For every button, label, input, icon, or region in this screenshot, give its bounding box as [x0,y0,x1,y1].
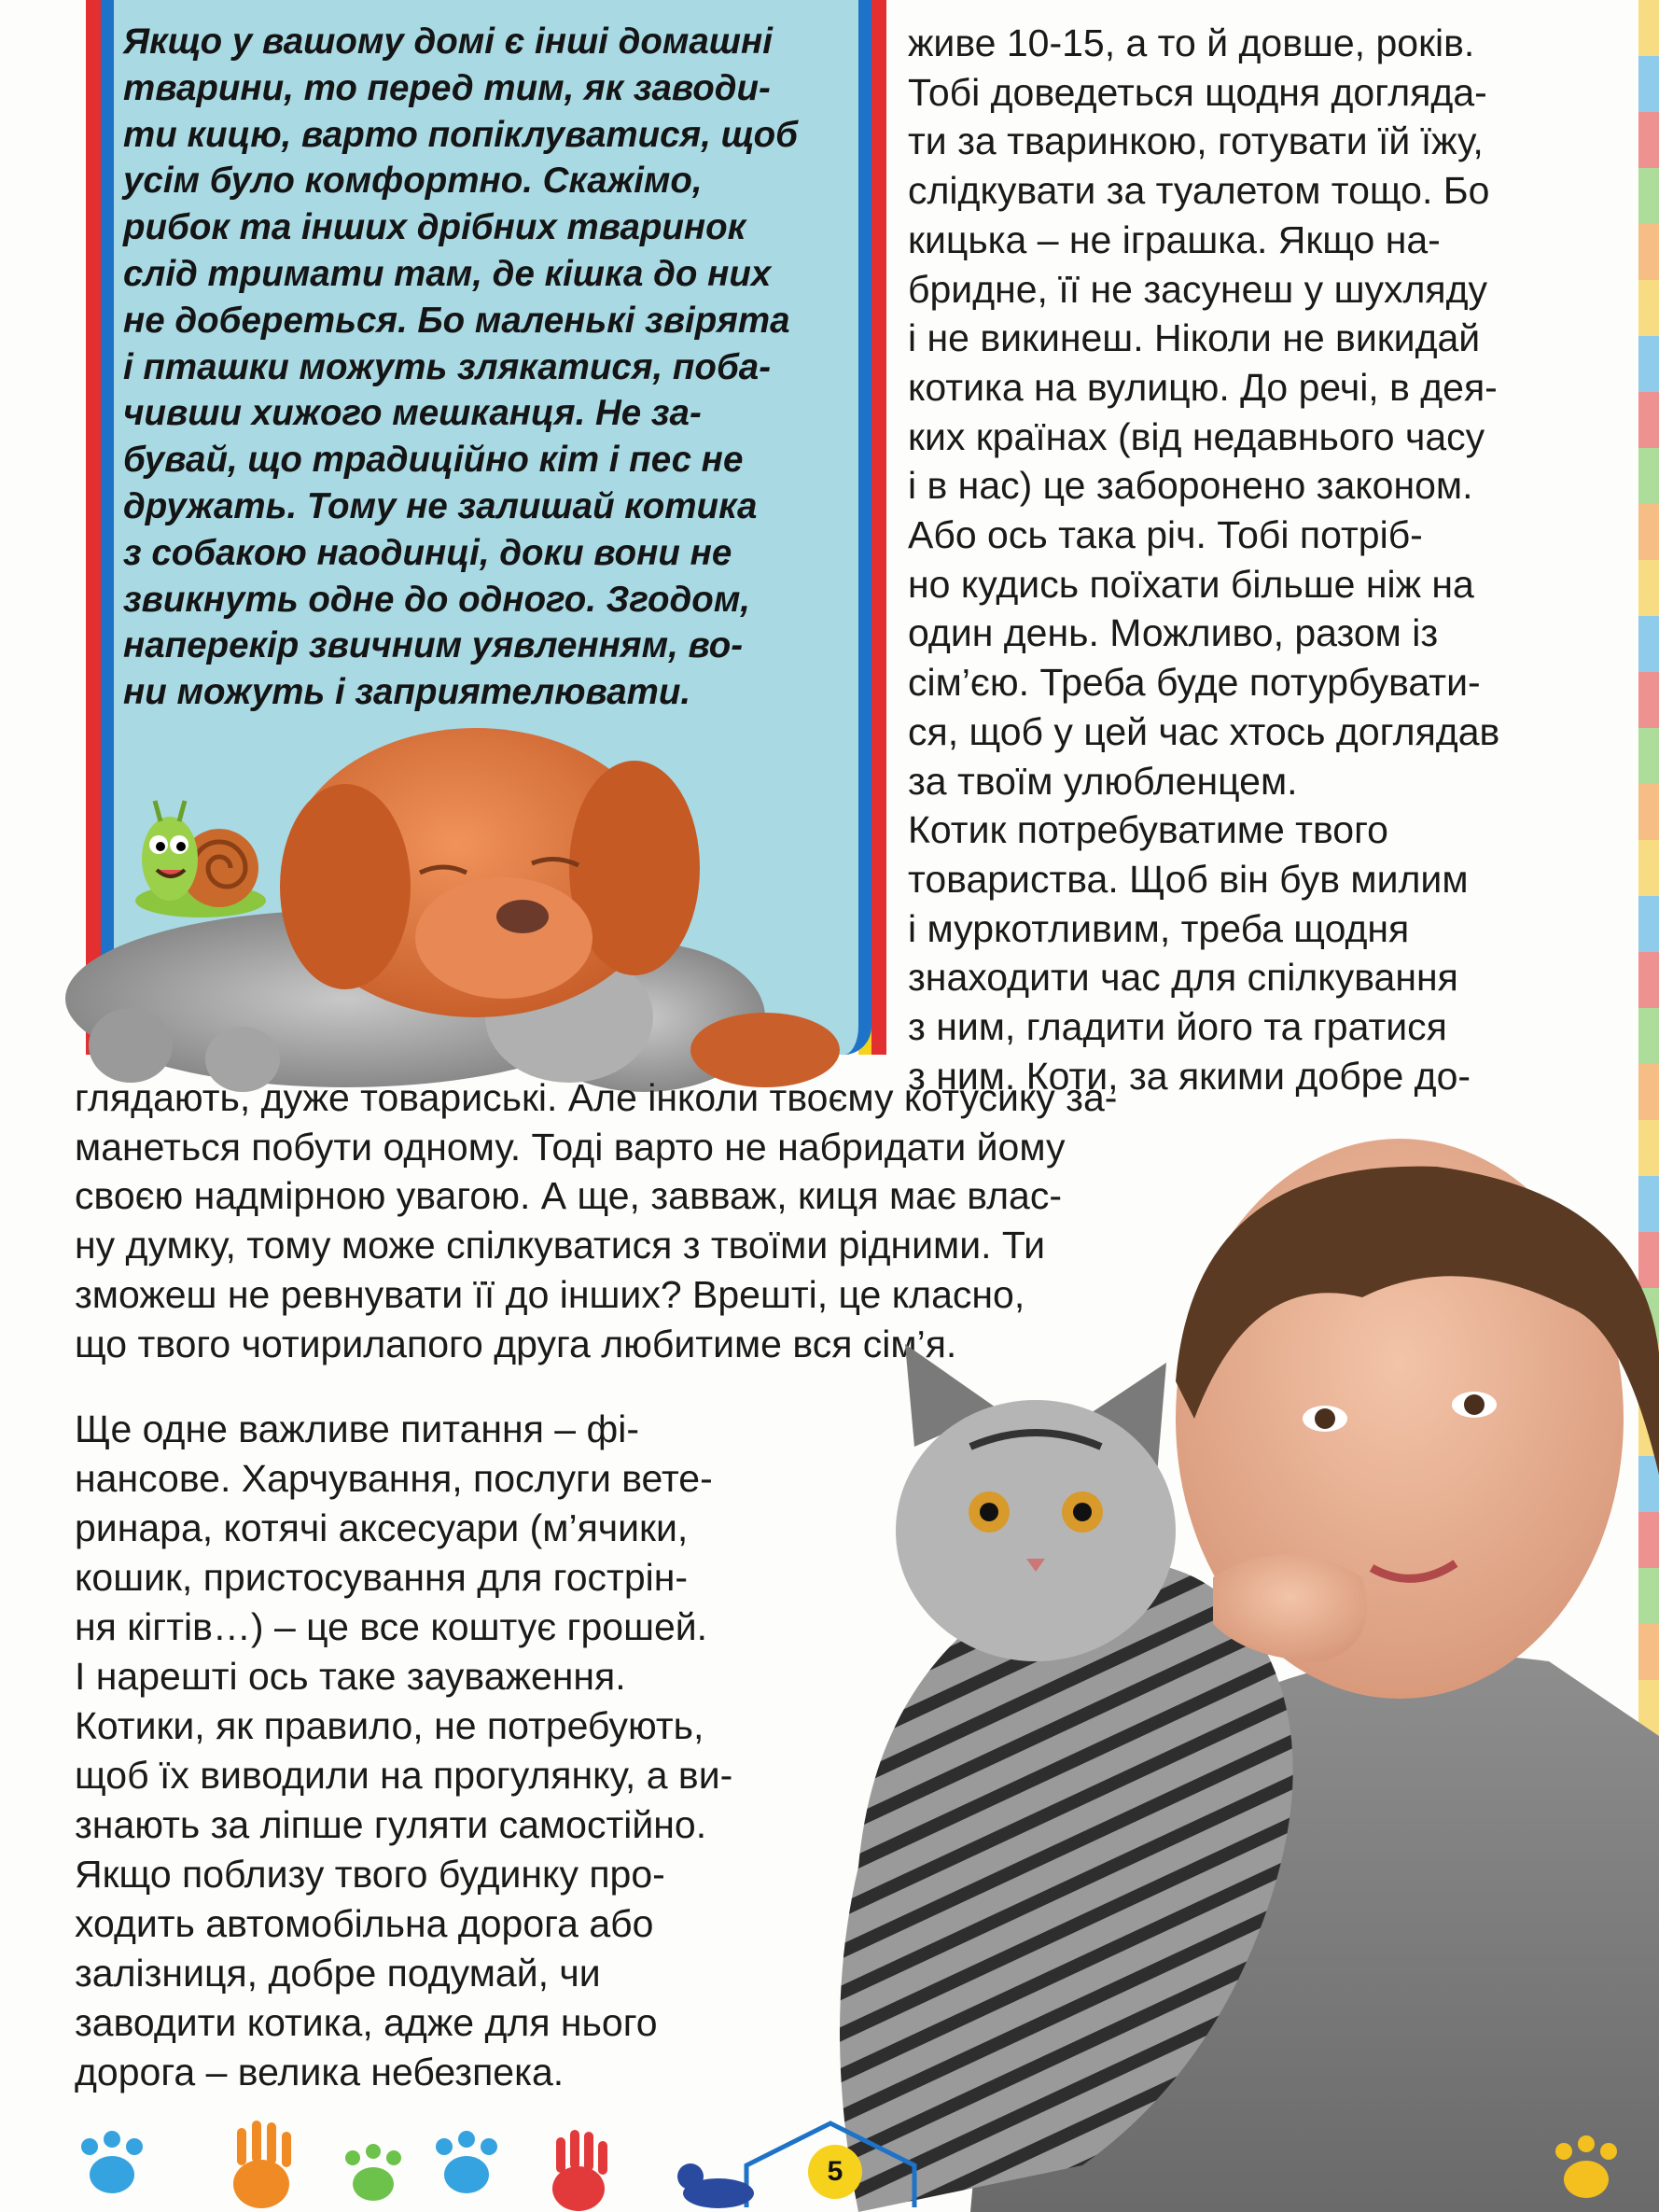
paw-print-icon [1555,2135,1617,2198]
left-column-text: Ще одне важливе питання – фі- нансове. Харчування, послуги вете- ринара, котячі аксесуари (м’ячики, кошик, пристосування для гострін- ня кігтів…) – це все коштує грошей. І нарешті ось таке зауваження. Котики, як правило, не потребують, щоб їх виводили на прогулянку, а ви- знають за ліпше гуляти самостійно. Якщо поблизу твого будинку про- ходить автомобільна дорога або залізниця, добре подумай, чи заводити котика, адже для нього дорога – велика небезпека. [75,1407,733,2093]
snail-icon [131,793,271,924]
hand-print-icon [552,2130,607,2211]
boy-with-cat-photo [802,1139,1659,2212]
right-column-text: живе 10-15, а то й довше, років. Тобі доведеться щодня догляда- ти за тваринкою, готувати їй їжу, слідкувати за туалетом тощо. Бо кицька – не іграшка. Якщо на- бридне, її не засунеш у шухляду і не викинеш. Ніколи не викидай котика на вулицю. До речі, в дея- ких країнах (від недавнього часу і в нас) це заборонено законом. Або ось така річ. Тобі потріб- но кудись поїхати більше ніж на один день. Можливо, разом із сім’єю. Треба буде потурбувати- ся, щоб у цей час хтось доглядав за твоїм улюбленцем. Котик потребуватиме твого товариства. Щоб він був милим і муркотливим, треба щодня знаходити час для спілкування з ним, гладити його та гратися з ним. Коти, за якими добре до- [908,21,1500,1098]
paw-print-icon [345,2144,401,2201]
page-number: 5 [808,2145,862,2199]
info-box-text: Якщо у вашому домі є інші домашні тварини, то перед тим, як заводи- ти кицю, варто попіклуватися, щоб усім було комфортно. Скажімо, рибок та інших дрібних тваринок слід тримати там, де кішка до них не добереться. Бо маленькі звірята і пташки можуть злякатися, поба- чивши хижого мешканця. Не за- бувай, що традиційно кіт і пес не дружать. Тому не залишай котика з собакою наодинці, доки вони не звикнуть одне до одного. Згодом, наперекір звичним уявленням, во- ни можуть і заприятелювати. [123,21,799,713]
wide-paragraph: глядають, дуже товариські. Але інколи твоєму котусику за- манеться побути одному. Тоді варто не набридати йому своєю надмірною увагою. А ще, завваж, киця має влас- ну думку, тому може спілкуватися з твоїми рідними. Ти зможеш не ревнувати її до інших? Врешті, це класно, що твого чотирилапого друга любитиме вся сім’я. [75,1076,1118,1365]
hand-print-icon [233,2121,291,2208]
